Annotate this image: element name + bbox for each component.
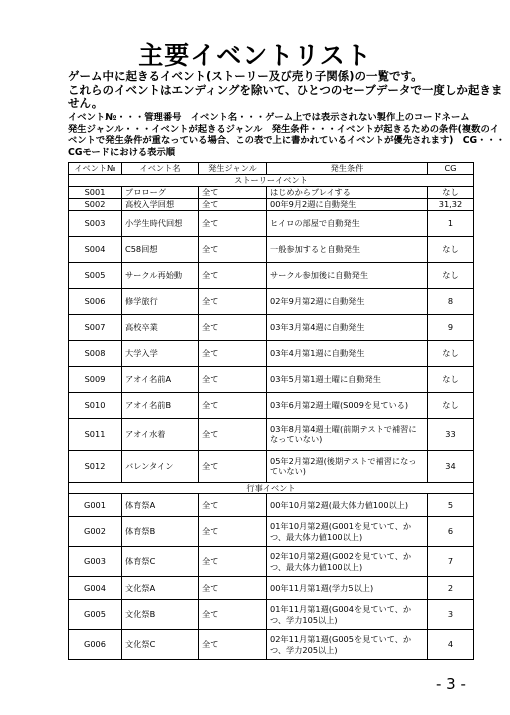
table-row: [69, 494, 474, 517]
event-table: [68, 162, 474, 660]
event-no-cell: G006: [69, 630, 122, 660]
event-no-cell: S004: [69, 236, 122, 262]
cg-cell: 2: [428, 577, 474, 600]
cg-cell: 9: [428, 314, 474, 340]
cg-cell: なし: [428, 340, 474, 366]
condition-cell: 03年3月第4週に自動発生: [267, 314, 428, 340]
table-row: [69, 450, 474, 482]
condition-cell: 一般参加すると自動発生: [267, 236, 428, 262]
column-legend: [68, 112, 508, 158]
table-row: [69, 314, 474, 340]
table-header-row: [69, 163, 474, 175]
cg-cell: 1: [428, 210, 474, 236]
genre-cell: 全て: [199, 630, 267, 660]
genre-cell: 全て: [199, 517, 267, 547]
table-row: [69, 392, 474, 418]
table-row: [69, 577, 474, 600]
event-name-cell: 高校卒業: [122, 314, 199, 340]
section-title: 行事イベント: [69, 482, 474, 494]
event-no-cell: S003: [69, 210, 122, 236]
table-row: [69, 630, 474, 660]
cg-cell: なし: [428, 392, 474, 418]
event-no-cell: S001: [69, 186, 122, 198]
intro-line: これらのイベントはエンディングを除いて、ひとつのセーブデータで一度しか起きません。: [68, 82, 503, 110]
cg-cell: 3: [428, 600, 474, 630]
intro-line: ゲーム中に起きるイベント(ストーリー及び売り子関係)の一覧です。: [68, 69, 423, 83]
section-row-school-events: [69, 482, 474, 494]
event-name-cell: バレンタイン: [122, 450, 199, 482]
cg-cell: 31,32: [428, 198, 474, 210]
cg-cell: 6: [428, 517, 474, 547]
section-row-story: [69, 175, 474, 187]
condition-cell: 01年11月第1週(G004を見ていて、かつ、学力105以上): [267, 600, 428, 630]
genre-cell: 全て: [199, 547, 267, 577]
genre-cell: 全て: [199, 494, 267, 517]
condition-cell: 00年9月2週に自動発生: [267, 198, 428, 210]
cg-cell: 5: [428, 494, 474, 517]
table-row: [69, 418, 474, 450]
condition-cell: 02年11月第1週(G005を見ていて、かつ、学力205以上): [267, 630, 428, 660]
table-row: [69, 288, 474, 314]
event-no-cell: S002: [69, 198, 122, 210]
table-row: [69, 366, 474, 392]
condition-cell: 00年11月第1週(学力5以上): [267, 577, 428, 600]
condition-cell: 03年4月第1週に自動発生: [267, 340, 428, 366]
genre-cell: 全て: [199, 262, 267, 288]
genre-cell: 全て: [199, 288, 267, 314]
condition-cell: はじめからプレイする: [267, 186, 428, 198]
event-no-cell: S010: [69, 392, 122, 418]
event-name-cell: 修学旅行: [122, 288, 199, 314]
table-row: [69, 210, 474, 236]
table-row: [69, 600, 474, 630]
table-row: [69, 198, 474, 210]
legend-line: 発生ジャンル・・・イベントが起きるジャンル 発生条件・・・イベントが起きるための条件(複数のイベントで発生条件が重なっている場合、この表で上に書かれているイベントが優先されます) CG・・・CGモードにおける表示順: [68, 123, 506, 158]
event-name-cell: 体育祭A: [122, 494, 199, 517]
event-name-cell: プロローグ: [122, 186, 199, 198]
cg-cell: なし: [428, 262, 474, 288]
table-row: [69, 236, 474, 262]
event-name-cell: 文化祭B: [122, 600, 199, 630]
condition-cell: 02年9月第2週に自動発生: [267, 288, 428, 314]
event-no-cell: S009: [69, 366, 122, 392]
event-name-cell: 大学入学: [122, 340, 199, 366]
event-no-cell: G005: [69, 600, 122, 630]
cg-cell: なし: [428, 236, 474, 262]
condition-cell: 03年6月第2週土曜(S009を見ている): [267, 392, 428, 418]
cg-cell: なし: [428, 186, 474, 198]
genre-cell: 全て: [199, 366, 267, 392]
event-no-cell: S006: [69, 288, 122, 314]
event-name-cell: アオイ水着: [122, 418, 199, 450]
genre-cell: 全て: [199, 198, 267, 210]
cg-cell: 7: [428, 547, 474, 577]
intro-text: [68, 70, 508, 111]
header-cg: CG: [428, 163, 474, 175]
cg-cell: 4: [428, 630, 474, 660]
condition-cell: ヒイロの部屋で自動発生: [267, 210, 428, 236]
genre-cell: 全て: [199, 186, 267, 198]
genre-cell: 全て: [199, 418, 267, 450]
event-no-cell: S012: [69, 450, 122, 482]
event-no-cell: S007: [69, 314, 122, 340]
condition-cell: 01年10月第2週(G001を見ていて、かつ、最大体力値100以上): [267, 517, 428, 547]
condition-cell: 00年10月第2週(最大体力値100以上): [267, 494, 428, 517]
condition-cell: 05年2月第2週(後期テストで補習になっていない): [267, 450, 428, 482]
event-no-cell: S008: [69, 340, 122, 366]
genre-cell: 全て: [199, 314, 267, 340]
page-title: 主要イベントリスト: [138, 41, 372, 70]
genre-cell: 全て: [199, 236, 267, 262]
legend-line: イベント№・・・管理番号 イベント名・・・ゲーム上では表示されない製作上のコードネーム: [68, 112, 470, 123]
table-row: [69, 186, 474, 198]
event-name-cell: アオイ名前B: [122, 392, 199, 418]
genre-cell: 全て: [199, 210, 267, 236]
event-no-cell: G004: [69, 577, 122, 600]
section-title: ストーリーイベント: [69, 175, 474, 187]
event-name-cell: サークル再始動: [122, 262, 199, 288]
table-row: [69, 340, 474, 366]
event-no-cell: G003: [69, 547, 122, 577]
condition-cell: 02年10月第2週(G002を見ていて、かつ、最大体力値100以上): [267, 547, 428, 577]
genre-cell: 全て: [199, 450, 267, 482]
event-name-cell: 体育祭C: [122, 547, 199, 577]
genre-cell: 全て: [199, 577, 267, 600]
event-name-cell: 高校入学回想: [122, 198, 199, 210]
cg-cell: 33: [428, 418, 474, 450]
event-name-cell: 文化祭A: [122, 577, 199, 600]
cg-cell: 8: [428, 288, 474, 314]
genre-cell: 全て: [199, 392, 267, 418]
table-row: [69, 262, 474, 288]
header-condition: 発生条件: [267, 163, 428, 175]
condition-cell: サークル参加後に自動発生: [267, 262, 428, 288]
event-no-cell: G002: [69, 517, 122, 547]
event-name-cell: アオイ名前A: [122, 366, 199, 392]
event-name-cell: 小学生時代回想: [122, 210, 199, 236]
event-name-cell: 文化祭C: [122, 630, 199, 660]
event-no-cell: S011: [69, 418, 122, 450]
page-number: - 3 -: [436, 675, 466, 693]
event-no-cell: S005: [69, 262, 122, 288]
cg-cell: 34: [428, 450, 474, 482]
header-event-name: イベント名: [122, 163, 199, 175]
condition-cell: 03年5月第1週土曜に自動発生: [267, 366, 428, 392]
condition-cell: 03年8月第4週土曜(前期テストで補習になっていない): [267, 418, 428, 450]
genre-cell: 全て: [199, 600, 267, 630]
event-name-cell: 体育祭B: [122, 517, 199, 547]
table-row: [69, 547, 474, 577]
event-no-cell: G001: [69, 494, 122, 517]
cg-cell: なし: [428, 366, 474, 392]
header-genre: 発生ジャンル: [199, 163, 267, 175]
table-row: [69, 517, 474, 547]
event-name-cell: C58回想: [122, 236, 199, 262]
header-event-no: イベント№: [69, 163, 122, 175]
genre-cell: 全て: [199, 340, 267, 366]
